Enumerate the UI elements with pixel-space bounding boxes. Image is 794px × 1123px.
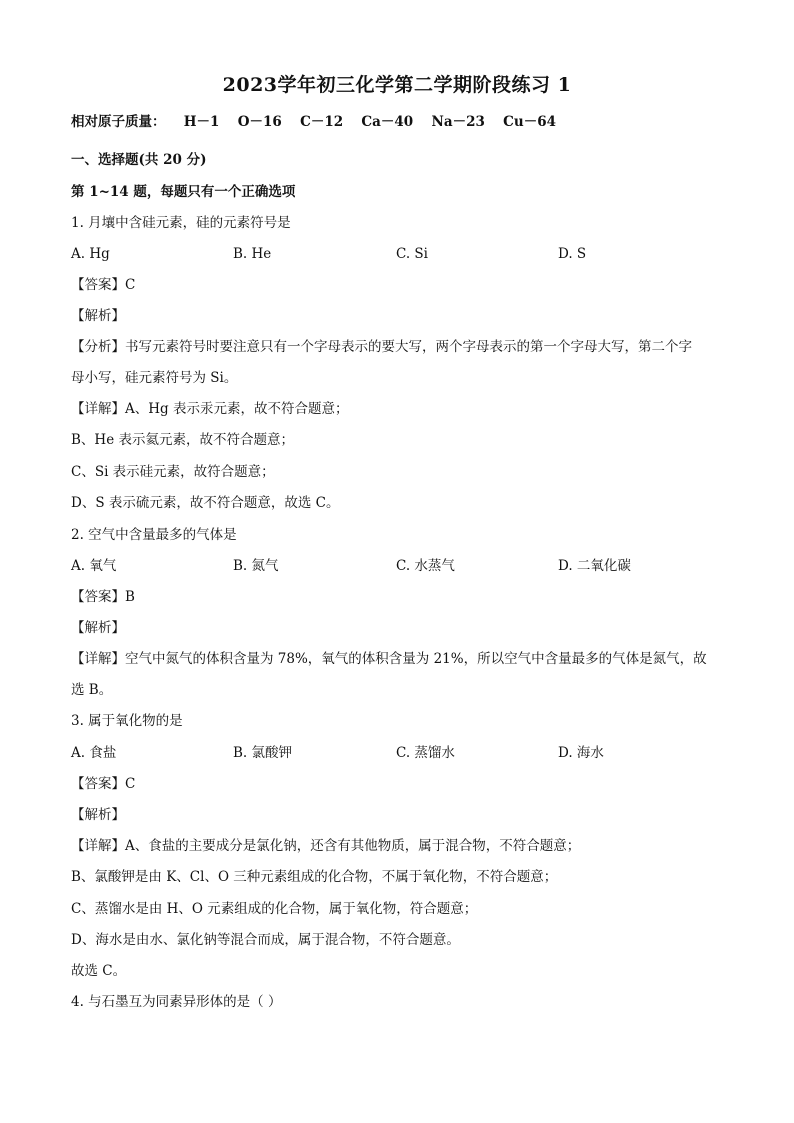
- q1-analysis-label: 【解析】: [71, 308, 125, 324]
- q3-detail-line-2: B、氯酸钾是由 K、Cl、O 三种元素组成的化合物，不属于氧化物，不符合题意；: [71, 869, 558, 885]
- q1-answer: 【答案】C: [71, 277, 136, 293]
- q3-detail-line-3: C、蒸馏水是由 H、O 元素组成的化合物，属于氧化物，符合题意；: [71, 901, 478, 917]
- q2-option-b: B. 氮气: [233, 558, 279, 574]
- q1-fenxi-line-2: 母小写，硅元素符号为 Si。: [71, 370, 238, 386]
- atomic-mass-label: 相对原子质量：: [71, 114, 166, 130]
- q3-analysis-label: 【解析】: [71, 807, 125, 823]
- q2-detail-line-2: 选 B。: [71, 682, 113, 698]
- q2-analysis-label: 【解析】: [71, 620, 125, 636]
- section-heading: 一、选择题(共 20 分): [71, 152, 207, 168]
- q3-option-c: C. 蒸馏水: [396, 745, 455, 761]
- atomic-mass-o: O－16: [237, 114, 282, 130]
- page-title: 2023学年初三化学第二学期阶段练习 1: [222, 74, 572, 96]
- q1-option-c: C. Si: [396, 246, 428, 262]
- question-2-stem: 2. 空气中含量最多的气体是: [71, 527, 237, 543]
- question-3-stem: 3. 属于氧化物的是: [71, 713, 183, 729]
- q3-conclusion: 故选 C。: [71, 963, 127, 979]
- atomic-mass-na: Na－23: [431, 114, 485, 130]
- q2-option-c: C. 水蒸气: [396, 558, 455, 574]
- q2-detail-line-1: 【详解】空气中氮气的体积含量为 78%，氧气的体积含量为 21%，所以空气中含量最多的气体是氮气，故: [71, 651, 707, 667]
- q1-option-d: D. S: [558, 246, 587, 262]
- atomic-mass-c: C－12: [300, 114, 344, 130]
- q3-option-a: A. 食盐: [71, 745, 117, 761]
- q3-detail-line-4: D、海水是由水、氯化钠等混合而成，属于混合物，不符合题意。: [71, 932, 460, 948]
- q1-option-b: B. He: [233, 246, 272, 262]
- section-subheading: 第 1~14 题，每题只有一个正确选项: [71, 184, 296, 200]
- q1-detail-line-4: D、S 表示硫元素，故不符合题意，故选 C。: [71, 495, 340, 511]
- atomic-mass-cu: Cu－64: [503, 114, 557, 130]
- q1-option-a: A. Hg: [71, 246, 110, 262]
- q1-fenxi-line-1: 【分析】书写元素符号时要注意只有一个字母表示的要大写，两个字母表示的第一个字母大写，第二个字: [71, 339, 692, 355]
- q1-detail-line-3: C、Si 表示硅元素，故符合题意；: [71, 464, 275, 480]
- q2-option-d: D. 二氧化碳: [558, 558, 631, 574]
- atomic-mass-ca: Ca－40: [361, 114, 414, 130]
- q2-answer: 【答案】B: [71, 589, 135, 605]
- atomic-mass-h: H－1: [183, 114, 220, 130]
- q3-option-d: D. 海水: [558, 745, 604, 761]
- q2-option-a: A. 氧气: [71, 558, 117, 574]
- question-4-stem: 4. 与石墨互为同素异形体的是（ ）: [71, 994, 282, 1010]
- q1-detail-line-2: B、He 表示氦元素，故不符合题意；: [71, 432, 294, 448]
- question-1-stem: 1. 月壤中含硅元素，硅的元素符号是: [71, 215, 291, 231]
- atomic-mass-line: [71, 112, 731, 132]
- q3-option-b: B. 氯酸钾: [233, 745, 293, 761]
- q3-answer: 【答案】C: [71, 776, 136, 792]
- q3-detail-line-1: 【详解】A、食盐的主要成分是氯化钠，还含有其他物质，属于混合物，不符合题意；: [71, 838, 581, 854]
- q1-detail-line-1: 【详解】A、Hg 表示汞元素，故不符合题意；: [71, 401, 349, 417]
